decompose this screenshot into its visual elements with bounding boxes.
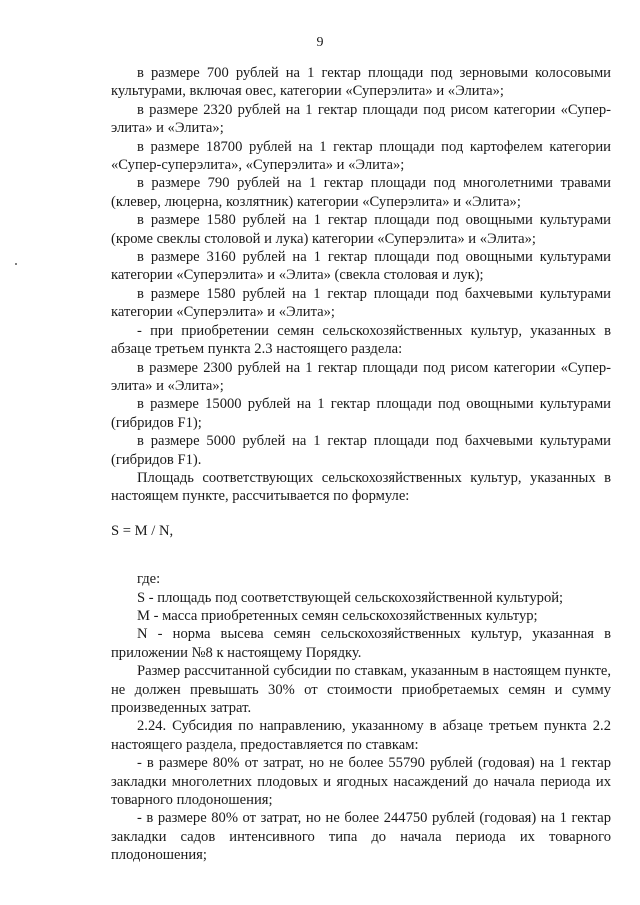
- paragraph: где:: [137, 571, 161, 588]
- paragraph: Размер рассчитанной субсидии по ставкам, указанным в настоящем пункте, не должен превышать 30% от стоимости приобретаемых семян и сумму произведенных затрат.: [111, 663, 611, 716]
- scan-artifact: [15, 263, 17, 265]
- paragraph: - в размере 80% от затрат, но не более 244750 рублей (годовая) на 1 гектар закладки садов интенсивного типа до начала периода их товарного плодоношения;: [111, 810, 611, 864]
- paragraph: в размере 5000 рублей на 1 гектар площади под бахчевыми культурами (гибридов F1).: [111, 433, 611, 468]
- paragraph: 2.24. Субсидия по направлению, указанному в абзаце третьем пункта 2.2 настоящего раздела, предоставляется по ставкам:: [111, 718, 611, 753]
- paragraph: в размере 790 рублей на 1 гектар площади под многолетними травами (клевер, люцерна, козлятник) категории «Суперэлита» и «Элита»;: [111, 175, 611, 210]
- paragraph: - при приобретении семян сельскохозяйственных культур, указанных в абзаце третьем пункта 2.3 настоящего раздела:: [111, 322, 611, 358]
- paragraph: в размере 2320 рублей на 1 гектар площади под рисом категории «Супер-элита» и «Элита»;: [111, 101, 611, 137]
- formula: S = M / N,: [111, 522, 174, 539]
- paragraph: в размере 2300 рублей на 1 гектар площади под рисом категории «Супер-элита» и «Элита»;: [111, 359, 611, 394]
- paragraph: - в размере 80% от затрат, но не более 55790 рублей (годовая) на 1 гектар закладки многолетних плодовых и ягодных насаждений до начала периода их товарного плодоношения;: [111, 755, 611, 809]
- paragraph: в размере 1580 рублей на 1 гектар площади под овощными культурами (кроме свеклы столовой и лука) категории «Суперэлита» и «Элита»;: [111, 212, 611, 247]
- paragraph: Площадь соответствующих сельскохозяйственных культур, указанных в настоящем пункте, рассчитывается по формуле:: [111, 469, 611, 505]
- paragraph: M - масса приобретенных семян сельскохозяйственных культур;: [137, 607, 538, 624]
- paragraph: S - площадь под соответствующей сельскохозяйственной культурой;: [137, 589, 564, 606]
- paragraph: в размере 1580 рублей на 1 гектар площади под бахчевыми культурами категории «Суперэлита» и «Элита»;: [111, 285, 611, 321]
- paragraph: в размере 700 рублей на 1 гектар площади под зерновыми колосовыми культурами, включая овес, категории «Суперэлита» и «Элита»;: [111, 65, 611, 100]
- paragraph: в размере 15000 рублей на 1 гектар площади под овощными культурами (гибридов F1);: [111, 396, 611, 431]
- paragraph: N - норма высева семян сельскохозяйственных культур, указанная в приложении №8 к настоящему Порядку.: [111, 626, 611, 661]
- document-body: [111, 64, 611, 865]
- paragraph: в размере 3160 рублей на 1 гектар площади под овощными культурами категории «Суперэлита» и «Элита» (свекла столовая и лук);: [111, 249, 611, 284]
- paragraph: в размере 18700 рублей на 1 гектар площади под картофелем категории «Супер-суперэлита», «Суперэлита» и «Элита»;: [111, 138, 611, 174]
- page-number: 9: [316, 35, 324, 50]
